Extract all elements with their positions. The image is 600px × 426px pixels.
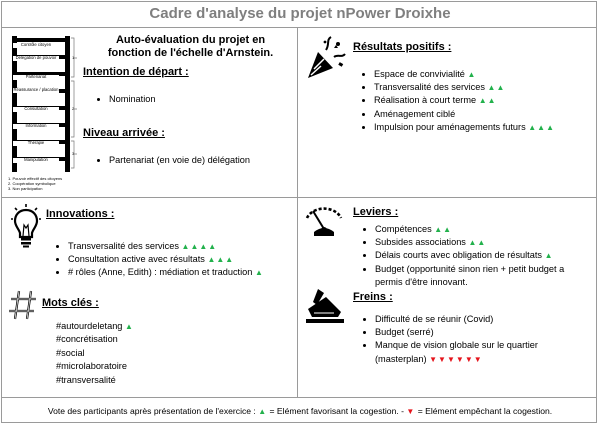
lightbulb-icon bbox=[11, 204, 41, 248]
list-item: • # rôles (Anne, Edith) : médiation et traduction ▲ bbox=[68, 266, 264, 279]
list-item: • Consultation active avec résultats ▲▲▲ bbox=[68, 253, 264, 266]
column-divider bbox=[297, 27, 298, 397]
list-item: • Réalisation à court terme ▲▲ bbox=[374, 94, 555, 107]
vote-marks: ▲▲ bbox=[487, 83, 506, 93]
row-divider bbox=[1, 197, 597, 198]
start-intent-list bbox=[93, 93, 155, 106]
levers-title: Leviers : bbox=[353, 206, 399, 218]
keyword-item: #microlaboratoire bbox=[56, 361, 127, 372]
ladder-legend-item: 2. Coopération symbolique bbox=[8, 181, 56, 186]
up-vote-symbol: ▲ bbox=[258, 407, 268, 416]
ladder-rung-label: Thérapie bbox=[13, 141, 59, 146]
brake-pedal-icon bbox=[304, 287, 346, 325]
innovations-title: Innovations : bbox=[46, 208, 115, 220]
list-item: • Partenariat (en voie de) délégation bbox=[109, 154, 250, 167]
list-item: • Impulsion pour aménagements futurs ▲▲▲ bbox=[374, 121, 555, 134]
brakes-title: Freins : bbox=[353, 291, 393, 303]
ladder-rung-label: Manipulation bbox=[13, 158, 59, 163]
ladder-rung-label: Consultation bbox=[13, 107, 59, 112]
keyword-item: #concrétisation bbox=[56, 334, 118, 345]
self-eval-heading: Auto-évaluation du projet en fonction de l'échelle d'Arnstein. bbox=[107, 34, 274, 59]
ladder-rung-label: Réassurance / placation bbox=[13, 87, 59, 92]
innovations-list bbox=[52, 240, 264, 280]
vote-marks: ▼▼▼▼▼▼ bbox=[429, 354, 483, 364]
list-item: • Transversalité des services ▲▲▲▲ bbox=[68, 240, 264, 253]
list-item: • Manque de vision globale sur le quartier (masterplan) ▼▼▼▼▼▼ bbox=[375, 339, 538, 365]
vote-marks: ▲▲ bbox=[468, 238, 487, 248]
vote-marks: ▲ bbox=[254, 268, 264, 278]
vote-marks: ▲ bbox=[467, 70, 477, 79]
end-level-title: Niveau arrivée : bbox=[83, 127, 165, 139]
ladder-group-mark: 2 bbox=[72, 106, 75, 111]
ladder-group-mark: 1 bbox=[72, 55, 75, 60]
down-vote-symbol: ▼ bbox=[406, 407, 416, 416]
list-item: • Compétences ▲▲ bbox=[375, 223, 600, 236]
keywords-list bbox=[56, 320, 134, 387]
ladder-rung-label: Partenariat bbox=[13, 75, 59, 80]
end-level-list bbox=[93, 154, 250, 167]
list-item: • Nomination bbox=[109, 93, 155, 106]
list-item: • Délais courts avec obligation de résultats ▲ bbox=[375, 249, 600, 262]
brakes-list bbox=[359, 313, 538, 366]
list-item: • Budget (serré) bbox=[375, 326, 538, 339]
list-item: • Espace de convivialité ▲ bbox=[374, 68, 555, 81]
vote-marks: ▲▲▲ bbox=[207, 255, 235, 265]
list-item: • Difficulté de se réunir (Covid) bbox=[375, 313, 538, 326]
footer-divider bbox=[1, 397, 597, 398]
hashtag-icon bbox=[8, 290, 38, 320]
keywords-title: Mots clés : bbox=[42, 297, 99, 309]
list-item: • Aménagement ciblé bbox=[374, 108, 555, 121]
results-title: Résultats positifs : bbox=[353, 41, 452, 53]
vote-marks: ▲▲▲ bbox=[528, 122, 556, 132]
vote-marks: ▲▲▲▲ bbox=[181, 242, 218, 251]
ladder-rung-label: Délégation de pouvoir bbox=[13, 56, 59, 61]
list-item: • Subsides associations ▲▲ bbox=[375, 236, 600, 249]
keyword-item: #transversalité bbox=[56, 374, 116, 385]
ladder-legend-item: 3. Non participation bbox=[8, 186, 43, 191]
vote-legend: Vote des participants après présentation de l'exercice : ▲ = Elément favorisant la cogestion. - ▼ = Elément empêchant la cogestion. bbox=[47, 406, 553, 416]
results-list bbox=[358, 68, 555, 134]
ladder-legend-item: 1. Pouvoir effectif des citoyens bbox=[8, 176, 63, 181]
party-popper-icon bbox=[304, 36, 346, 82]
vote-marks: ▲ bbox=[544, 251, 554, 261]
page-title: Cadre d'analyse du projet nPower Droixhe bbox=[149, 5, 451, 22]
keyword-item: #autourdeletang ▲ bbox=[56, 321, 134, 331]
keyword-item: #social bbox=[56, 347, 85, 358]
vote-marks: ▲▲ bbox=[478, 96, 497, 106]
vote-marks: ▲▲ bbox=[434, 225, 453, 234]
start-intent-title: Intention de départ : bbox=[83, 66, 189, 78]
list-item: • Budget (opportunité sinon rien + petit budget a permis d'être innovant. bbox=[375, 263, 600, 289]
speedometer-icon bbox=[303, 202, 345, 242]
vote-marks: ▲ bbox=[124, 322, 134, 331]
ladder-rung-label: Contrôle citoyen bbox=[13, 43, 59, 48]
levers-list bbox=[359, 223, 600, 289]
title-divider bbox=[1, 27, 597, 28]
ladder-group-mark: 3 bbox=[72, 151, 75, 156]
list-item: • Transversalité des services ▲▲ bbox=[374, 81, 555, 94]
ladder-rung-label: Information bbox=[13, 124, 59, 129]
